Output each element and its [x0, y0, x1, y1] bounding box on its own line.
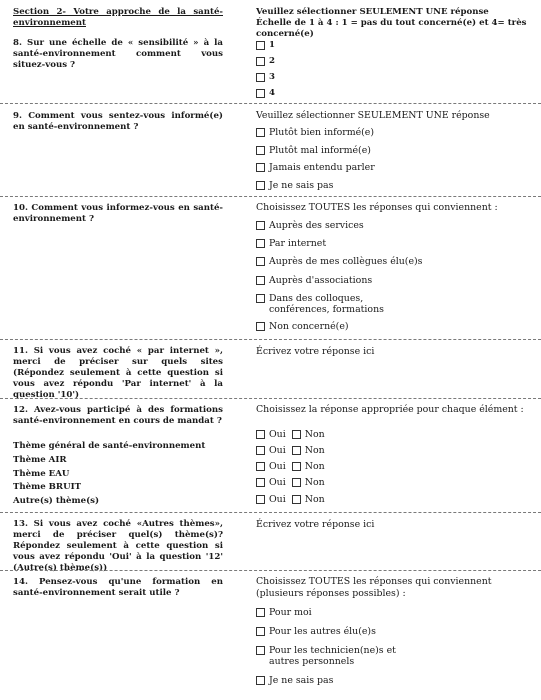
checkbox[interactable]: [256, 57, 265, 66]
divider: [0, 570, 541, 571]
q12-row-eau: Oui Non: [256, 461, 325, 472]
checkbox[interactable]: [256, 676, 265, 685]
q10-option[interactable]: Non concerné(e): [256, 321, 444, 332]
no-checkbox[interactable]: [292, 446, 301, 455]
q10-question: 10. Comment vous informez-vous en santé-environnement ?: [13, 203, 223, 224]
yes-checkbox[interactable]: [256, 446, 265, 455]
q12-instruction: Choisissez la réponse appropriée pour chaque élément :: [256, 404, 524, 415]
checkbox[interactable]: [256, 73, 265, 82]
q11-question: 11. Si vous avez coché « par internet », merci de préciser sur quels sites (Répondez seulement à cette question si vous avez répondu 'Par internet' à la question '10'): [13, 346, 223, 400]
section-title: Section 2- Votre approche de la santé-environnement: [13, 7, 223, 28]
q13-answer-field[interactable]: Écrivez votre réponse ici: [256, 519, 375, 530]
q9-option[interactable]: Je ne sais pas: [256, 180, 333, 191]
q14-option[interactable]: Je ne sais pas: [256, 675, 444, 686]
q10-option[interactable]: Dans des colloques, conférences, formations: [256, 293, 419, 315]
no-checkbox[interactable]: [292, 478, 301, 487]
q8-option-3[interactable]: 3: [256, 72, 275, 83]
yes-checkbox[interactable]: [256, 495, 265, 504]
checkbox[interactable]: [256, 294, 265, 303]
q9-question: 9. Comment vous sentez-vous informé(e) en santé-environnement ?: [13, 111, 223, 132]
checkbox[interactable]: [256, 627, 265, 636]
q9-option[interactable]: Plutôt mal informé(e): [256, 145, 371, 156]
q8-question: 8. Sur une échelle de « sensibilité » à la santé-environnement comment vous situez-vous ?: [13, 38, 223, 70]
q11-answer-field[interactable]: Écrivez votre réponse ici: [256, 346, 375, 357]
no-checkbox[interactable]: [292, 430, 301, 439]
q12-theme-label: Thème AIR: [13, 455, 67, 465]
q10-option[interactable]: Auprès des services: [256, 220, 444, 231]
q9-option[interactable]: Plutôt bien informé(e): [256, 127, 374, 138]
checkbox[interactable]: [256, 163, 265, 172]
q12-row-air: Oui Non: [256, 445, 325, 456]
q14-option[interactable]: Pour moi: [256, 607, 444, 618]
q12-theme-label: Thème général de santé-environnement: [13, 441, 206, 451]
q13-question: 13. Si vous avez coché «Autres thèmes», merci de préciser quel(s) thème(s)? Répondez seulement à cette question si vous avez répondu 'Oui' à la question '12' (Autre(s) thème(s)): [13, 519, 223, 573]
q12-theme-label: Thème BRUIT: [13, 482, 81, 492]
q14-option[interactable]: Pour les technicien(ne)s et autres personnels: [256, 645, 419, 667]
q9-option[interactable]: Jamais entendu parler: [256, 162, 375, 173]
checkbox[interactable]: [256, 239, 265, 248]
q8-instruction: [256, 7, 536, 40]
yes-checkbox[interactable]: [256, 478, 265, 487]
checkbox[interactable]: [256, 89, 265, 98]
q10-option[interactable]: Auprès d'associations: [256, 275, 444, 286]
q10-option[interactable]: Auprès de mes collègues élu(e)s: [256, 256, 444, 267]
q12-question: 12. Avez-vous participé à des formations santé-environnement en cours de mandat ?: [13, 405, 223, 426]
yes-checkbox[interactable]: [256, 462, 265, 471]
checkbox[interactable]: [256, 41, 265, 50]
divider: [0, 398, 541, 399]
q14-instruction: Choisissez TOUTES les réponses qui conviennent (plusieurs réponses possibles) :: [256, 576, 492, 599]
q14-question: 14. Pensez-vous qu'une formation en santé-environnement serait utile ?: [13, 577, 223, 598]
q8-instruction-2: Échelle de 1 à 4 : 1 = pas du tout concerné(e) et 4= très concerné(e): [256, 18, 527, 39]
divider: [0, 196, 541, 197]
checkbox[interactable]: [256, 146, 265, 155]
divider: [0, 103, 541, 104]
q8-option-2[interactable]: 2: [256, 56, 275, 67]
checkbox[interactable]: [256, 646, 265, 655]
q12-row-general: Oui Non: [256, 429, 325, 440]
checkbox[interactable]: [256, 608, 265, 617]
divider: [0, 339, 541, 340]
q12-row-autres: Oui Non: [256, 494, 325, 505]
yes-checkbox[interactable]: [256, 430, 265, 439]
no-checkbox[interactable]: [292, 462, 301, 471]
q12-theme-label: Autre(s) thème(s): [13, 496, 100, 506]
q8-question-block: [13, 7, 223, 71]
q8-instruction-1: Veuillez sélectionner SEULEMENT UNE réponse: [256, 7, 489, 17]
no-checkbox[interactable]: [292, 495, 301, 504]
q10-instruction: Choisissez TOUTES les réponses qui conviennent :: [256, 202, 498, 213]
q8-option-4[interactable]: 4: [256, 88, 275, 99]
checkbox[interactable]: [256, 322, 265, 331]
q12-row-bruit: Oui Non: [256, 477, 325, 488]
checkbox[interactable]: [256, 181, 265, 190]
q10-option[interactable]: Par internet: [256, 238, 444, 249]
checkbox[interactable]: [256, 276, 265, 285]
checkbox[interactable]: [256, 257, 265, 266]
divider: [0, 512, 541, 513]
q14-option[interactable]: Pour les autres élu(e)s: [256, 626, 444, 637]
q9-instruction: Veuillez sélectionner SEULEMENT UNE réponse: [256, 110, 490, 121]
checkbox[interactable]: [256, 128, 265, 137]
q8-option-1[interactable]: 1: [256, 40, 275, 51]
checkbox[interactable]: [256, 221, 265, 230]
q12-theme-label: Thème EAU: [13, 469, 70, 479]
